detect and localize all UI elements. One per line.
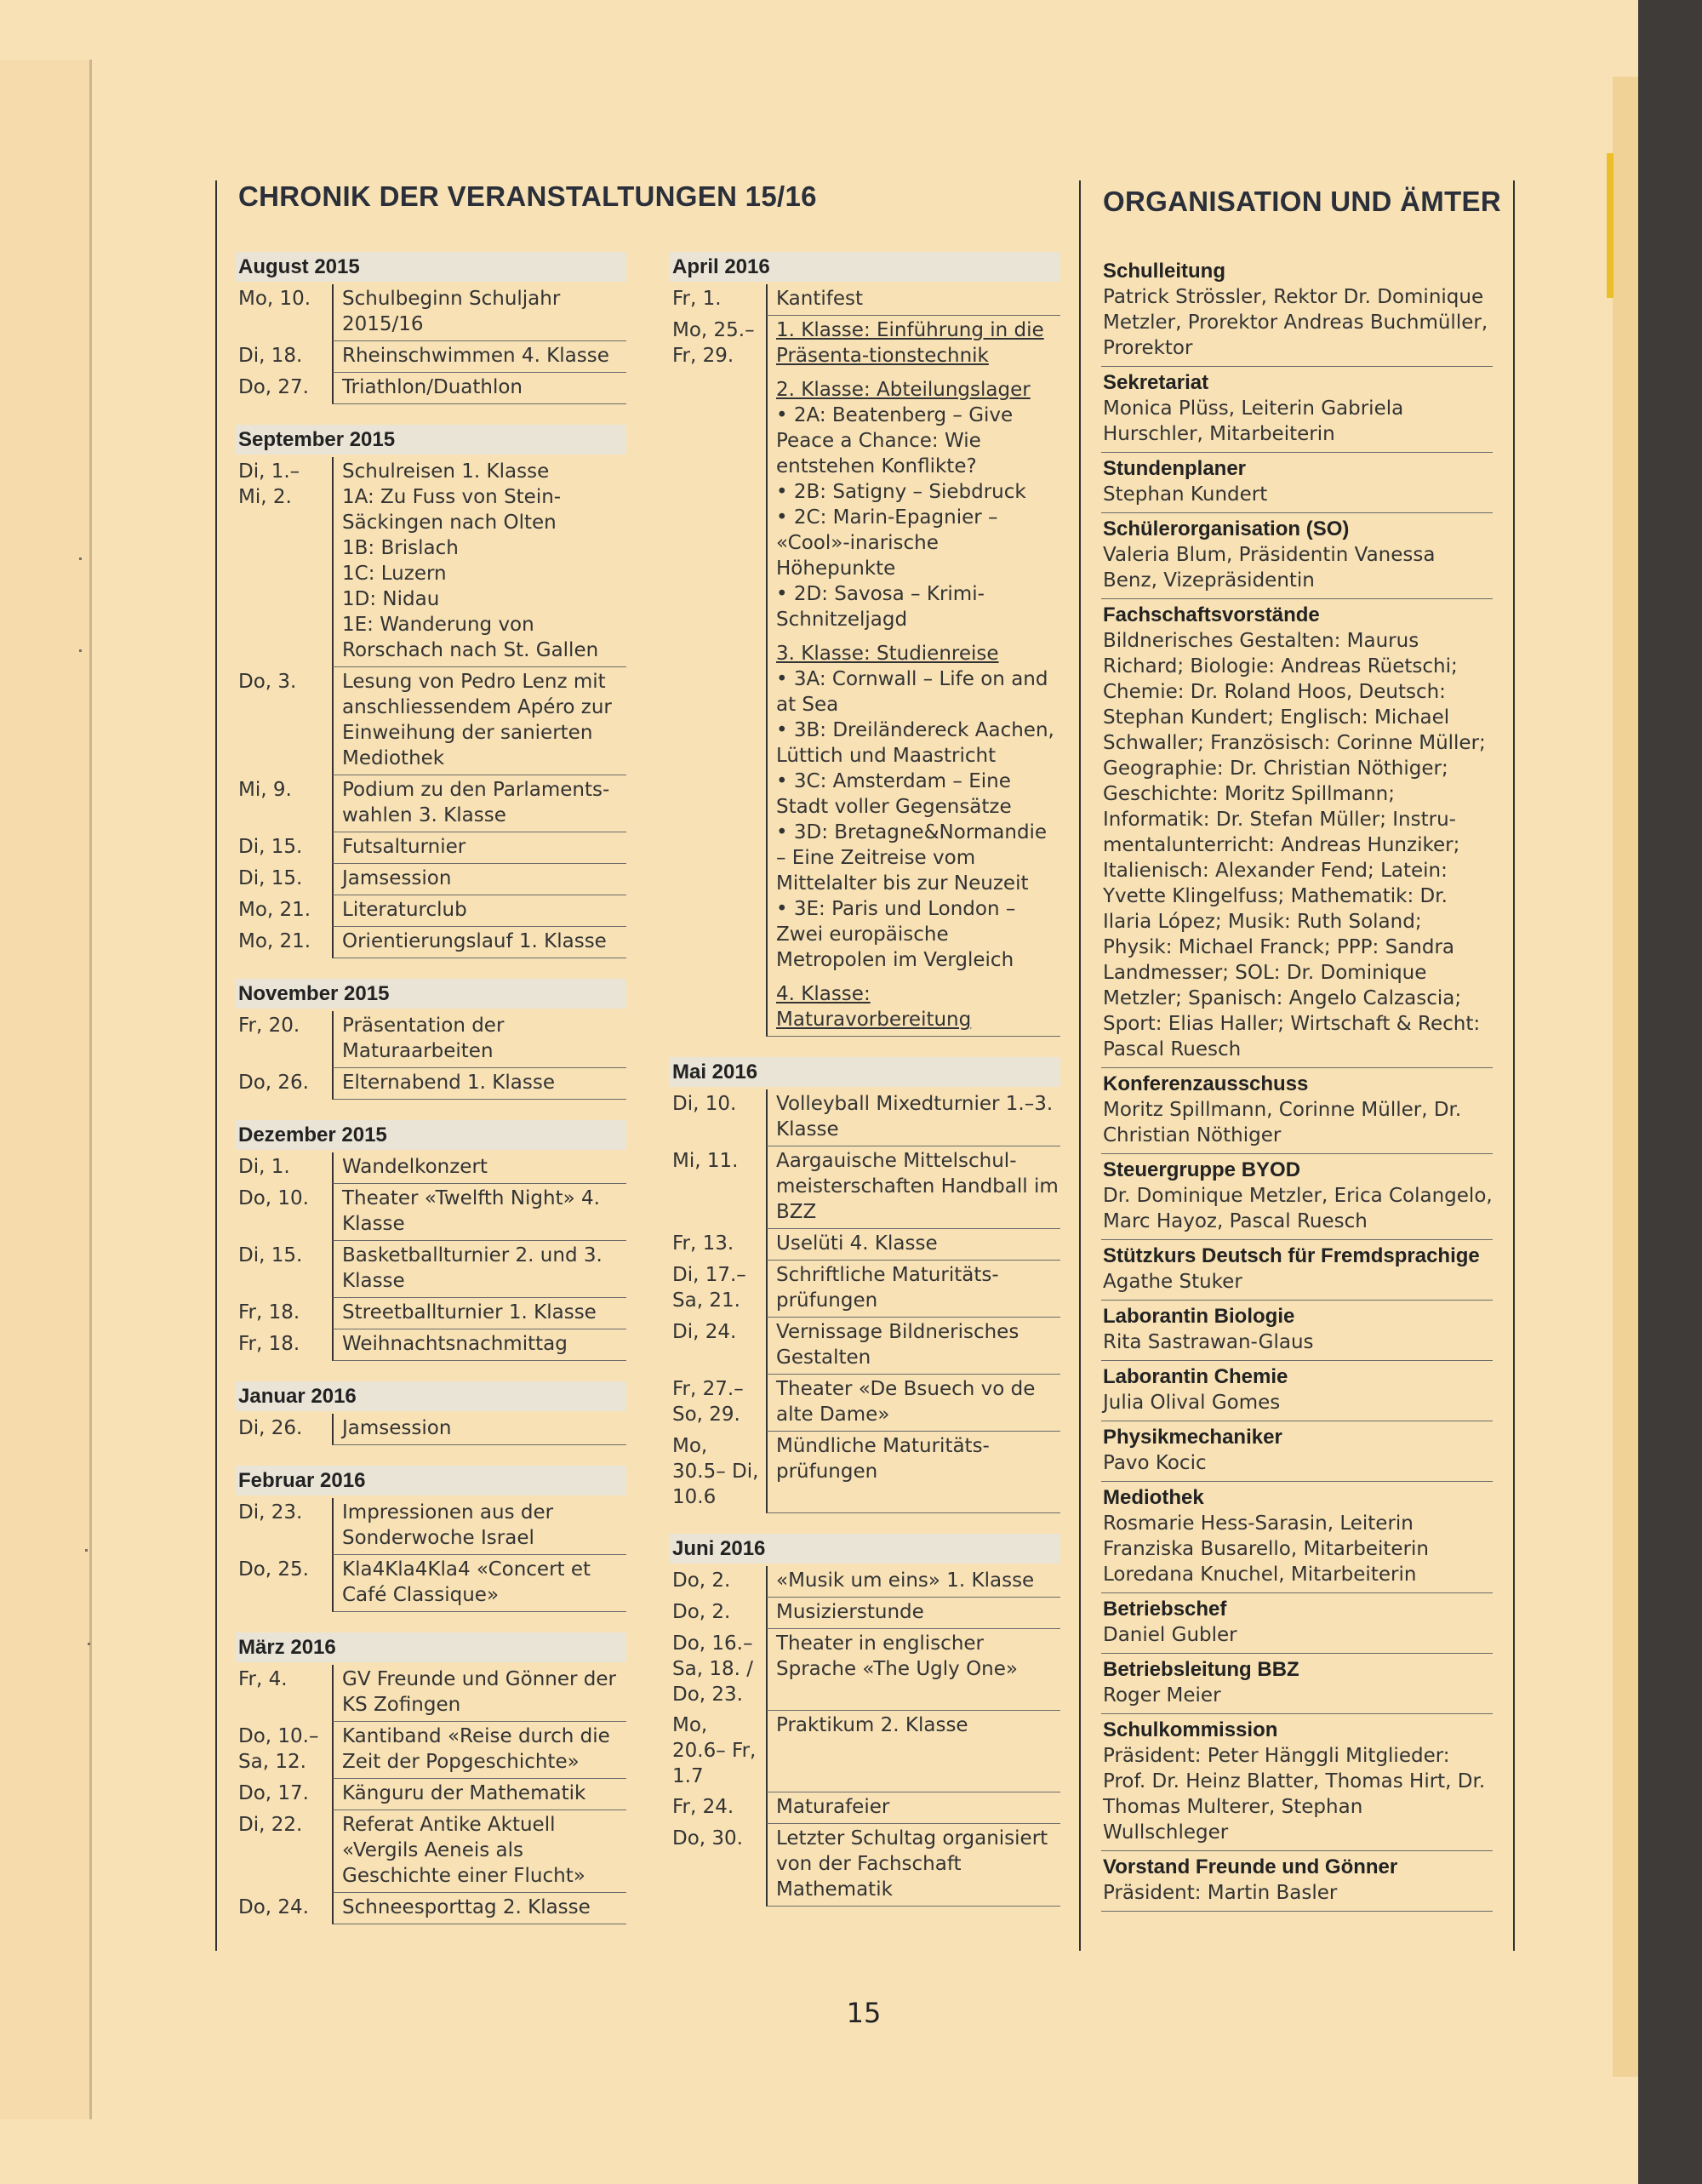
event-line: Kantifest [776,288,864,310]
event-block [342,929,626,954]
event-block [342,1415,626,1441]
event-line: Musizierstunde [776,1601,924,1623]
section-heading: Steuergruppe BYOD [1103,1158,1301,1181]
event-description [332,1329,626,1361]
section-body: Patrick Strössler, Rektor Dr. Dominique Metzler, Prorektor Andreas Buchmüller, Prorektor [1103,286,1488,359]
event-description [332,1068,626,1100]
event-row [669,1432,1060,1513]
event-line: Orientierungslauf 1. Klasse [342,930,607,952]
event-subheading: 1. Klasse: Einführung in die Präsenta-tionstechnik [776,319,1044,367]
event-date: Do, 10. [238,1187,309,1209]
event-row [235,667,626,775]
event-line: Praktikum 2. Klasse [776,1714,968,1736]
event-date: Fr, 18. [238,1333,300,1355]
event-description [332,864,626,895]
event-date: Fr, 24. [672,1796,734,1818]
event-line: Maturafeier [776,1796,890,1818]
event-line: Theater in englischer Sprache «The Ugly One» [776,1632,1018,1680]
event-block [776,1433,1060,1484]
event-block [342,1070,626,1095]
event-block [776,1376,1060,1427]
month-heading: April 2016 [669,252,1060,282]
left-column-rule [215,180,217,1951]
event-description [766,284,1060,316]
event-line: Basketballturnier 2. und 3. Klasse [342,1244,603,1292]
event-description [332,1498,626,1555]
organisation-section [1101,599,1493,1068]
organisation-right-rule [1513,180,1515,1951]
event-line: Impressionen aus der Sonderwoche Israel [342,1501,554,1549]
event-line: • 3D: Bretagne&Normandie – Eine Zeitreise vom Mittelalter bis zur Neuzeit [776,821,1048,895]
event-date: Mo, 21. [238,930,311,952]
organisation-list [1101,255,1493,1912]
section-body: Präsident: Martin Basler [1103,1882,1338,1904]
section-heading: Laborantin Biologie [1103,1305,1295,1328]
event-row [235,457,626,667]
event-row [669,1792,1060,1824]
section-heading: Stützkurs Deutsch für Fremdsprachige [1103,1244,1480,1267]
section-body: Stephan Kundert [1103,483,1268,506]
event-date: Fr, 4. [238,1668,288,1690]
event-row [235,1414,626,1445]
event-block [776,1599,1060,1625]
section-heading: Schulkommission [1103,1718,1278,1741]
section-heading: Fachschaftsvorstände [1103,603,1320,626]
event-row [235,1152,626,1184]
event-date: Mi, 9. [238,779,292,801]
section-heading: Physikmechaniker [1103,1426,1282,1449]
event-row [235,1298,626,1329]
section-heading: Schulleitung [1103,260,1225,283]
event-block [776,1262,1060,1313]
event-date: Di, 15. [238,836,303,858]
section-heading: Laborantin Chemie [1103,1365,1288,1388]
left-page-edge [0,60,92,2119]
event-block [342,343,626,369]
section-body: Moritz Spillmann, Corinne Müller, Dr. Christian Nöthiger [1103,1099,1462,1146]
event-description [766,1146,1060,1229]
event-description [332,1722,626,1779]
event-row [235,1893,626,1924]
event-block [776,1231,1060,1256]
section-body: Daniel Gubler [1103,1624,1237,1646]
event-block [342,866,626,891]
event-block [776,377,1060,632]
event-block [776,1148,1060,1225]
event-line: 1D: Nidau [342,588,440,610]
event-date: Do, 2. [672,1569,731,1592]
event-line: • 2A: Beatenberg – Give Peace a Chance: Wie entstehen Konflikte? [776,404,1014,477]
chronik-column-2 [669,252,1060,1907]
event-line: Volleyball Mixedturnier 1.–3. Klasse [776,1093,1054,1141]
event-date: Di, 17.– Sa, 21. [672,1264,746,1312]
event-line: Rheinschwimmen 4. Klasse [342,345,609,367]
section-heading: Schülerorganisation (SO) [1103,517,1350,540]
month-heading: Dezember 2015 [235,1120,626,1150]
event-description [332,775,626,832]
event-row [235,1068,626,1100]
event-description [332,1414,626,1445]
event-line: 1B: Brislach [342,537,459,559]
event-row [235,373,626,404]
event-block [776,1794,1060,1820]
section-body: Rita Sastrawan-Glaus [1103,1331,1314,1353]
event-block [342,1781,626,1806]
event-date: Do, 30. [672,1827,743,1850]
event-date: Di, 1.– Mi, 2. [238,460,300,508]
organisation-section [1101,1851,1493,1912]
event-row [235,341,626,373]
event-description [332,457,626,667]
event-date: Mo, 25.– Fr, 29. [672,319,755,367]
event-date: Fr, 20. [238,1015,300,1037]
event-line: Kantiband «Reise durch die Zeit der Popgeschichte» [342,1725,610,1773]
event-row [669,1089,1060,1146]
event-date: Di, 24. [672,1321,737,1343]
event-date: Fr, 13. [672,1232,734,1255]
event-description [766,316,1060,1037]
event-row [669,1598,1060,1629]
event-row [235,1011,626,1068]
event-line: Schulreisen 1. Klasse [342,460,550,483]
event-line: 1C: Luzern [342,563,447,585]
event-block [342,1186,626,1237]
section-body: Rosmarie Hess-Sarasin, Leiterin Franziska Busarello, Mitarbeiterin Loredana Knuchel, Mitarbeiterin [1103,1512,1429,1586]
event-block [342,1500,626,1551]
event-date: Fr, 18. [238,1301,300,1324]
event-block [342,777,626,828]
event-description [332,284,626,341]
event-date: Mo, 10. [238,288,311,310]
event-block [776,1712,1060,1738]
month-heading: November 2015 [235,979,626,1009]
section-heading: Sekretariat [1103,371,1209,394]
event-line: Kla4Kla4Kla4 «Concert et Café Classique» [342,1558,591,1606]
event-date: Do, 16.– Sa, 18. / Do, 23. [672,1632,753,1706]
event-date: Mo, 30.5– Di, 10.6 [672,1435,759,1508]
section-heading: Betriebschef [1103,1598,1227,1621]
event-line: Letzter Schultag organisiert von der Fachschaft Mathematik [776,1827,1048,1901]
organisation-section [1101,1482,1493,1593]
event-block [342,1013,626,1064]
event-line: • 3C: Amsterdam – Eine Stadt voller Gegensätze [776,770,1012,818]
event-row [669,1375,1060,1432]
event-date: Di, 22. [238,1814,303,1836]
event-description [766,1229,1060,1261]
event-description [766,1318,1060,1375]
event-line: «Musik um eins» 1. Klasse [776,1569,1035,1592]
organisation-section [1101,1154,1493,1240]
event-row [669,1229,1060,1261]
event-line: Mündliche Maturitäts-prüfungen [776,1435,990,1483]
scan-mark [79,557,82,560]
event-line: 1E: Wanderung von Rorschach nach St. Gallen [342,614,599,661]
event-line: Uselüti 4. Klasse [776,1232,938,1255]
event-line: Jamsession [342,867,452,889]
event-row [235,1555,626,1612]
event-date: Fr, 27.– So, 29. [672,1378,744,1426]
event-row [669,284,1060,316]
event-row [235,1665,626,1722]
scan-background [1638,0,1702,2184]
event-date: Do, 3. [238,671,297,693]
event-date: Do, 17. [238,1782,309,1804]
event-block [342,1667,626,1718]
event-block [342,1243,626,1294]
event-date: Di, 23. [238,1501,303,1524]
event-line: • 2D: Savosa – Krimi-Schnitzeljagd [776,583,985,631]
event-description [332,667,626,775]
event-date: Di, 15. [238,867,303,889]
event-date: Do, 24. [238,1896,309,1918]
event-line: • 2C: Marin-Epagnier – «Cool»-inarische Höhepunkte [776,506,998,580]
organisation-section [1101,453,1493,513]
organisation-section [1101,255,1493,367]
event-description [766,1598,1060,1629]
section-body: Präsident: Peter Hänggli Mitglieder: Prof. Dr. Heinz Blatter, Thomas Hirt, Dr. Thomas Multerer, Stephan Wullschleger [1103,1745,1486,1844]
event-row [235,1241,626,1298]
organisation-section [1101,1240,1493,1301]
event-line: Schulbeginn Schuljahr 2015/16 [342,288,561,335]
event-line: Präsentation der Maturaarbeiten [342,1015,505,1062]
scan-mark [79,649,82,652]
scan-mark [85,1549,88,1552]
event-block [342,1724,626,1775]
event-block [342,374,626,400]
event-description [766,1261,1060,1318]
event-line: Wandelkonzert [342,1156,488,1178]
event-block [342,669,626,771]
month-heading: Mai 2016 [669,1057,1060,1087]
event-line: Literaturclub [342,899,467,921]
event-line: Referat Antike Aktuell «Vergils Aeneis als Geschichte einer Flucht» [342,1814,585,1887]
event-description [766,1375,1060,1432]
section-heading: Konferenzausschuss [1103,1072,1309,1095]
event-line: Schriftliche Maturitäts-prüfungen [776,1264,999,1312]
event-row [669,1629,1060,1711]
event-date: Do, 10.– Sa, 12. [238,1725,319,1773]
event-description [766,1089,1060,1146]
section-body: Dr. Dominique Metzler, Erica Colangelo, Marc Hayoz, Pascal Ruesch [1103,1185,1493,1232]
event-row [235,1184,626,1241]
event-block [776,1091,1060,1142]
event-block [342,1331,626,1357]
event-description [766,1711,1060,1792]
event-row [669,1566,1060,1598]
section-body: Pavo Kocic [1103,1452,1207,1474]
section-body: Julia Olival Gomes [1103,1392,1281,1414]
event-date: Do, 25. [238,1558,309,1581]
event-date: Mo, 21. [238,899,311,921]
event-row [669,1318,1060,1375]
event-block [776,981,1060,1032]
event-description [766,1566,1060,1598]
month-heading: März 2016 [235,1632,626,1662]
event-description [766,1629,1060,1711]
event-row [235,927,626,958]
event-description [332,1184,626,1241]
month-heading: Juni 2016 [669,1534,1060,1564]
event-date: Di, 18. [238,345,303,367]
event-date: Mo, 20.6– Fr, 1.7 [672,1714,757,1787]
organisation-section [1101,1361,1493,1421]
event-row [669,1146,1060,1229]
event-row [235,832,626,864]
organisation-section [1101,1654,1493,1714]
event-block [342,1812,626,1889]
scan-mark [88,1643,90,1645]
event-date: Di, 1. [238,1156,290,1178]
page-number: 15 [846,1997,882,2029]
month-heading: Februar 2016 [235,1466,626,1495]
event-description [332,1555,626,1612]
event-line: Theater «Twelfth Night» 4. Klasse [342,1187,600,1235]
section-body: Valeria Blum, Präsidentin Vanessa Benz, Vizepräsidentin [1103,544,1436,592]
event-row [669,316,1060,1037]
event-row [669,1824,1060,1907]
event-description [332,832,626,864]
event-description [766,1792,1060,1824]
event-line: Podium zu den Parlaments-wahlen 3. Klasse [342,779,610,826]
month-heading: August 2015 [235,252,626,282]
event-block [776,1631,1060,1682]
event-row [235,1498,626,1555]
event-description [332,1241,626,1298]
event-row [235,1329,626,1361]
event-subheading: 2. Klasse: Abteilungslager [776,379,1031,401]
event-description [766,1824,1060,1907]
yellow-tab-edge [1607,153,1613,298]
event-block [776,1826,1060,1902]
event-block [342,459,626,663]
event-line: Vernissage Bildnerisches Gestalten [776,1321,1019,1369]
event-description [766,1432,1060,1513]
section-body: Bildnerisches Gestalten: Maurus Richard; Biologie: Andreas Rüetschi; Chemie: Dr. Roland Hoos, Deutsch: Stephan Kundert; Englisch: Michael Schwaller; Französisch: Corinne Müller; Geographie: Dr. Christian Nöthiger; Geschichte: Moritz Spillmann; Informatik: Dr. Stefan Müller; Instru-mentalunterricht: Andreas Hunziker; Italienisch: Alexander Fend; Latein: Yvette Klingelfuss; Mathematik: Dr. Ilaria López; Musik: Ruth Soland; Physik: Michael Franck; PPP: Sandra Landmesser; SOL: Dr. Dominique Metzler; Spanisch: Angelo Calzascia; Sport: Elias Haller; Wirtschaft & Recht: Pascal Ruesch [1103,630,1486,1061]
event-description [332,1665,626,1722]
event-block [342,1895,626,1920]
event-line: Aargauische Mittelschul-meisterschaften Handball im BZZ [776,1150,1059,1223]
event-date: Di, 10. [672,1093,737,1115]
event-description [332,927,626,958]
organisation-section [1101,1421,1493,1482]
event-row [235,1779,626,1810]
organisation-section [1101,1593,1493,1654]
event-block [342,1154,626,1180]
organisation-left-rule [1079,180,1081,1951]
event-line: Lesung von Pedro Lenz mit anschliessendem Apéro zur Einweihung der sanierten Mediothek [342,671,612,769]
section-heading: Vorstand Freunde und Gönner [1103,1855,1398,1878]
event-subheading: 3. Klasse: Studienreise [776,643,999,665]
section-body: Monica Plüss, Leiterin Gabriela Hurschler, Mitarbeiterin [1103,397,1404,445]
chronik-title: CHRONIK DER VERANSTALTUNGEN 15/16 [238,180,817,212]
event-description [332,1779,626,1810]
event-row [669,1261,1060,1318]
event-line: Triathlon/Duathlon [342,376,523,398]
event-row [235,864,626,895]
event-block [342,286,626,337]
event-block [342,834,626,860]
event-line: 1A: Zu Fuss von Stein-Säckingen nach Olten [342,486,562,534]
section-body: Roger Meier [1103,1684,1221,1707]
event-description [332,1893,626,1924]
event-description [332,895,626,927]
organisation-section [1101,1714,1493,1851]
event-date: Do, 27. [238,376,309,398]
event-line: Elternabend 1. Klasse [342,1072,555,1094]
event-description [332,1011,626,1068]
organisation-title: ORGANISATION UND ÄMTER [1103,186,1501,217]
organisation-section [1101,367,1493,453]
event-description [332,1810,626,1893]
event-line: GV Freunde und Gönner der KS Zofingen [342,1668,616,1716]
event-row [235,895,626,927]
event-date: Di, 15. [238,1244,303,1266]
event-block [342,1557,626,1608]
organisation-section [1101,513,1493,599]
event-line: • 3E: Paris und London – Zwei europäische Metropolen im Vergleich [776,898,1016,971]
month-heading: September 2015 [235,425,626,455]
event-description [332,341,626,373]
event-line: • 2B: Satigny – Siebdruck [776,481,1026,503]
chronik-column-1 [235,252,626,1924]
right-page-edge [1613,77,1638,2077]
event-line: • 3A: Cornwall – Life on and at Sea [776,668,1048,716]
event-row [235,1810,626,1893]
event-line: Schneesporttag 2. Klasse [342,1896,591,1918]
event-block [776,1568,1060,1593]
event-row [669,1711,1060,1792]
event-block [776,641,1060,973]
organisation-section [1101,1068,1493,1154]
event-line: Futsalturnier [342,836,466,858]
event-line: Weihnachtsnachmittag [342,1333,568,1355]
event-row [235,1722,626,1779]
event-description [332,373,626,404]
event-date: Fr, 1. [672,288,722,310]
event-date: Di, 26. [238,1417,303,1439]
section-body: Agathe Stuker [1103,1271,1242,1293]
event-block [342,897,626,923]
event-line: Theater «De Bsuech vo de alte Dame» [776,1378,1036,1426]
event-line: • 3B: Dreiländereck Aachen, Lüttich und Maastricht [776,719,1054,767]
event-block [776,317,1060,369]
event-row [235,775,626,832]
event-line: Känguru der Mathematik [342,1782,586,1804]
section-heading: Stundenplaner [1103,457,1247,480]
event-block [776,1319,1060,1370]
section-heading: Mediothek [1103,1486,1204,1509]
event-line: Jamsession [342,1417,452,1439]
section-heading: Betriebsleitung BBZ [1103,1658,1299,1681]
event-subheading: 4. Klasse: Maturavorbereitung [776,983,972,1031]
event-line: Streetballturnier 1. Klasse [342,1301,597,1324]
event-description [332,1298,626,1329]
event-date: Do, 26. [238,1072,309,1094]
event-description [332,1152,626,1184]
event-row [235,284,626,341]
month-heading: Januar 2016 [235,1381,626,1411]
event-block [342,1300,626,1325]
organisation-section [1101,1301,1493,1361]
event-date: Mi, 11. [672,1150,739,1172]
event-date: Do, 2. [672,1601,731,1623]
event-block [776,286,1060,312]
